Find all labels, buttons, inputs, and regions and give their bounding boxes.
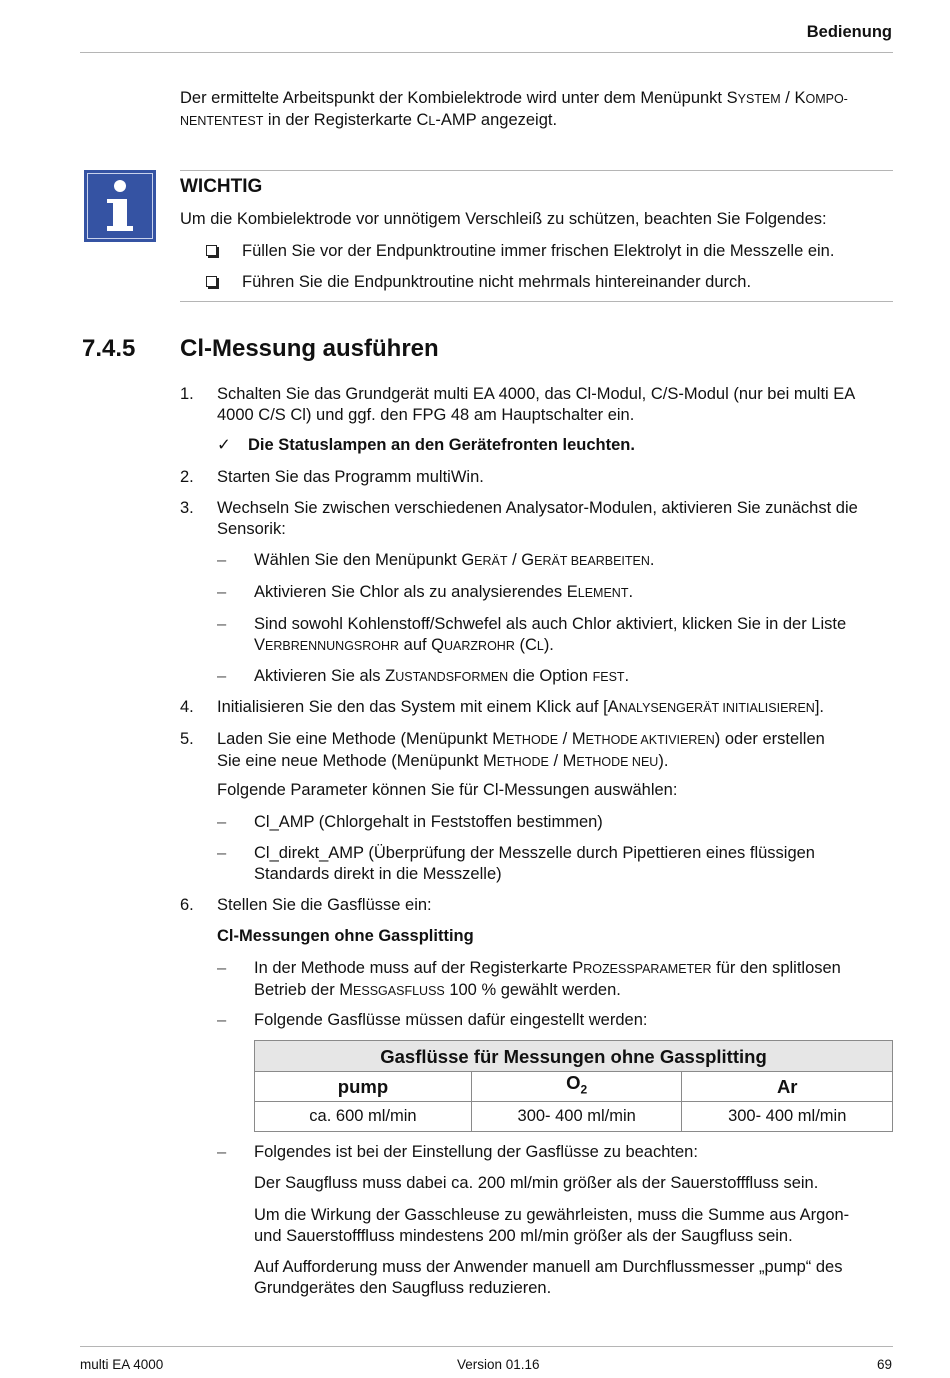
substep-paragraph: Auf Aufforderung muss der Anwender manuell am Durchflussmesser „pump“ des Grundgerätes den Saugfluss reduzieren. xyxy=(254,1258,843,1297)
info-icon xyxy=(84,170,156,242)
table-caption: Gasflüsse für Messungen ohne Gassplitting xyxy=(255,1041,893,1072)
section-title: Cl-Messung ausführen xyxy=(180,335,439,362)
step-text: Schalten Sie das Grundgerät multi EA 4000, das Cl-Modul, C/S-Modul (nur bei multi EA 4000 C/S Cl) und ggf. den FPG 48 am Hauptschalter ein. xyxy=(217,385,856,424)
step-number: 1. xyxy=(180,385,194,403)
table-cell: 300- 400 ml/min xyxy=(471,1102,682,1132)
column-header: pump xyxy=(255,1072,472,1102)
step-number: 5. xyxy=(180,730,194,748)
table-cell: 300- 400 ml/min xyxy=(682,1102,893,1132)
substep-text: Sind sowohl Kohlenstoff/Schwefel als auch Chlor aktiviert, klicken Sie in der Liste VERBRENNUNGSROHR auf QUARZROHR (CL). xyxy=(254,615,847,654)
substep-text: Cl_direkt_AMP (Überprüfung der Messzelle durch Pipettieren eines flüssigen Standards direkt in die Messzelle) xyxy=(254,844,815,883)
checkbox-bullet-icon xyxy=(206,245,217,256)
substep-text: Wählen Sie den Menüpunkt GERÄT / GERÄT BEARBEITEN. xyxy=(254,551,655,569)
column-header: Ar xyxy=(682,1072,893,1102)
substep-text: Cl_AMP (Chlorgehalt in Feststoffen bestimmen) xyxy=(254,813,603,831)
step-result: Die Statuslampen an den Gerätefronten leuchten. xyxy=(248,436,635,454)
table-row xyxy=(255,1102,893,1132)
substep-text: In der Methode muss auf der Registerkarte PROZESSPARAMETER für den splitlosen Betrieb der MESSGASFLUSS 100 % gewählt werden. xyxy=(254,959,841,999)
step-text: Laden Sie eine Methode (Menüpunkt METHODE / METHODE AKTIVIEREN) oder erstellen Sie eine neue Methode (Menüpunkt METHODE / METHODE NEU). xyxy=(217,730,825,770)
substep-paragraph: Um die Wirkung der Gasschleuse zu gewährleisten, muss die Summe aus Argon- und Sauerstofffluss mindestens 200 ml/min größer als der Saugfluss sein. xyxy=(254,1206,850,1245)
page-number: 69 xyxy=(876,1357,892,1372)
notice-item: Führen Sie die Endpunktroutine nicht mehrmals hintereinander durch. xyxy=(180,272,892,293)
step-number: 4. xyxy=(180,698,194,716)
table-header-row xyxy=(255,1072,893,1102)
dash-bullet: – xyxy=(217,583,227,601)
footer-rule xyxy=(80,1346,893,1347)
table-cell: ca. 600 ml/min xyxy=(255,1102,472,1132)
step-paragraph: Folgende Parameter können Sie für Cl-Messungen auswählen: xyxy=(217,781,678,799)
notice-bottom-rule xyxy=(180,301,893,302)
dash-bullet: – xyxy=(217,551,227,569)
dash-bullet: – xyxy=(217,1011,227,1029)
notice-title: WICHTIG xyxy=(180,176,263,197)
dash-bullet: – xyxy=(217,615,227,633)
header-rule xyxy=(80,52,893,53)
substep-paragraph: Der Saugfluss muss dabei ca. 200 ml/min größer als der Sauerstofffluss sein. xyxy=(254,1174,819,1192)
substep-text: Aktivieren Sie Chlor als zu analysierendes ELEMENT. xyxy=(254,583,634,601)
substep-text: Folgendes ist bei der Einstellung der Gasflüsse zu beachten: xyxy=(254,1143,698,1161)
step-text: Initialisieren Sie den das System mit einem Klick auf [ANALYSENGERÄT INITIALISIEREN]. xyxy=(217,698,824,716)
check-icon: ✓ xyxy=(217,436,231,454)
notice-top-rule xyxy=(180,170,893,171)
dash-bullet: – xyxy=(217,813,227,831)
notice-text: Um die Kombielektrode vor unnötigem Verschleiß zu schützen, beachten Sie Folgendes: xyxy=(180,210,827,228)
notice-item: Füllen Sie vor der Endpunktroutine immer frischen Elektrolyt in die Messzelle ein. xyxy=(180,241,892,262)
subheading: Cl-Messungen ohne Gassplitting xyxy=(217,927,474,945)
step-text: Wechseln Sie zwischen verschiedenen Analysator-Modulen, aktivieren Sie zunächst die Sensorik: xyxy=(217,499,858,538)
step-number: 2. xyxy=(180,468,194,486)
running-header: Bedienung xyxy=(806,23,892,41)
dash-bullet: – xyxy=(217,1143,227,1161)
substep-text: Aktivieren Sie als ZUSTANDSFORMEN die Option FEST. xyxy=(254,667,630,685)
step-text: Stellen Sie die Gasflüsse ein: xyxy=(217,896,432,914)
dash-bullet: – xyxy=(217,959,227,977)
step-number: 6. xyxy=(180,896,194,914)
footer-product: multi EA 4000 xyxy=(80,1357,164,1372)
footer-version: Version 01.16 xyxy=(457,1357,540,1372)
dash-bullet: – xyxy=(217,844,227,862)
column-header: $O_2$ xyxy=(471,1072,682,1102)
gas-flow-table xyxy=(254,1040,893,1132)
substep-text: Folgende Gasflüsse müssen dafür eingestellt werden: xyxy=(254,1011,648,1029)
step-text: Starten Sie das Programm multiWin. xyxy=(217,468,484,486)
checkbox-bullet-icon xyxy=(206,276,217,287)
section-number: 7.4.5 xyxy=(82,335,136,362)
dash-bullet: – xyxy=(217,667,227,685)
intro-paragraph: Der ermittelte Arbeitspunkt der Kombielektrode wird unter dem Menüpunkt SYSTEM / KOMPO- NENTENTEST in der Registerkarte CL-AMP angezeigt. xyxy=(180,89,848,129)
step-number: 3. xyxy=(180,499,194,517)
